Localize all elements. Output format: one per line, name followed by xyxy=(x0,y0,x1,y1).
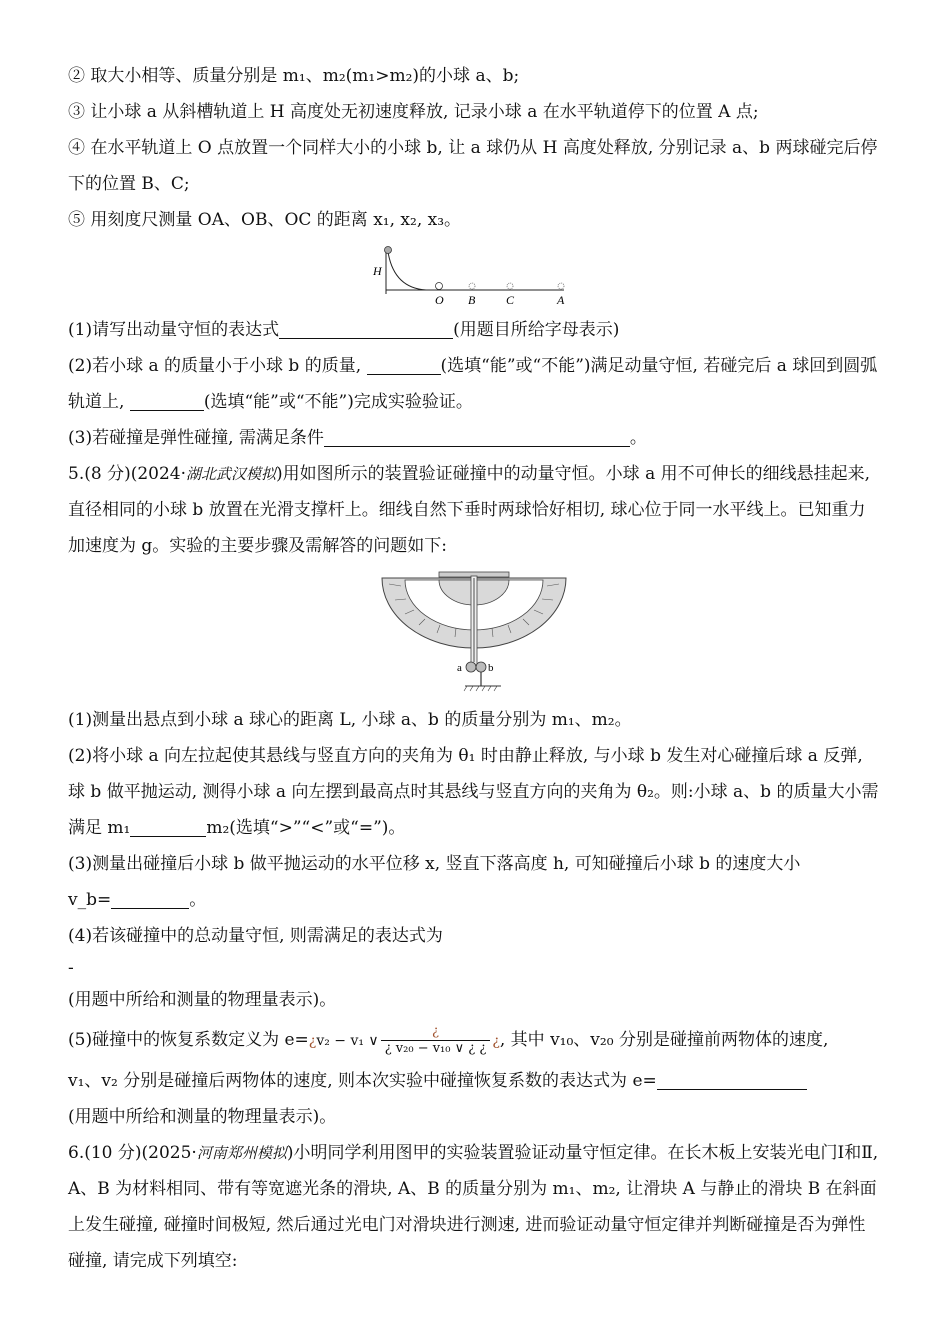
label-a: A xyxy=(557,293,565,307)
p5-q1: (1)测量出悬点到小球 a 球心的距离 L, 小球 a、b 的质量分别为 m₁、m₂。 xyxy=(68,710,632,730)
p5-q5-cont: v₁、v₂ 分别是碰撞后两物体的速度, 则本次实验中碰撞恢复系数的表达式为 e= xyxy=(68,1063,880,1099)
ball-a xyxy=(466,662,476,672)
ball-o xyxy=(436,283,443,290)
track-diagram xyxy=(364,242,584,310)
p5-q3: (3)测量出碰撞后小球 b 做平抛运动的水平位移 x, 竖直下落高度 h, 可知碰撞后小球 b 的速度大小 v_b= 。 xyxy=(68,854,801,910)
p5-q2: (2)将小球 a 向左拉起使其悬线与竖直方向的夹角为 θ₁ 时由静止释放, 与小球 b 发生对心碰撞后球 a 反弹, 球 b 做平抛运动, 测得小球 a 向左摆到最高点时其悬线与竖直方向的夹角为 θ₂。则:小球 a、b 的质量大小需满足 m₁ m₂(选填“>”“<”或“=”)。 xyxy=(68,746,879,838)
p5-q5: (5)碰撞中的恢复系数定义为 e=¿v₂ − v₁ ∨ $\frac{¿}{\text{¿ v₂₀ − v₁₀ ∨ ¿ ¿}}$ ¿, 其中 v₁₀、v₂₀ 分别是碰撞前两物体的速度, xyxy=(68,1024,829,1056)
step-3: ③ 让小球 a 从斜槽轨道上 H 高度处无初速度释放, 记录小球 a 在水平轨道停下的位置 A 点; xyxy=(68,102,759,122)
answer-blank-p5q3[interactable] xyxy=(111,888,189,909)
page-content xyxy=(68,58,880,1279)
label-o: O xyxy=(435,293,444,307)
label-b: B xyxy=(468,293,476,307)
figure-track xyxy=(68,242,880,310)
step-4: ④ 在水平轨道上 O 点放置一个同样大小的小球 b, 让 a 球仍从 H 高度处释放, 分别记录 a、b 两球碰完后停下的位置 B、C; xyxy=(68,138,878,194)
problem-5-intro: 5.(8 分)(2024·湖北武汉模拟)用如图所示的装置验证碰撞中的动量守恒。小球 a 用不可伸长的细线悬挂起来, 直径相同的小球 b 放置在光滑支撑杆上。细线自然下垂时两球恰好相切, 球心位于同一水平线上。已知重力加速度为 g。实验的主要步骤及需解答的问题如下: xyxy=(68,464,871,556)
p5-q5-tail: (用题中所给和测量的物理量表示)。 xyxy=(68,1107,337,1127)
figure-pendulum xyxy=(68,570,880,698)
restitution-fraction: $\frac{¿}{\text{¿ v₂₀ − v₁₀ ∨ ¿ ¿}}$ xyxy=(381,1024,491,1057)
answer-blank-p5q5[interactable] xyxy=(657,1069,807,1090)
ball-b xyxy=(476,662,486,672)
answer-blank-q2a[interactable] xyxy=(367,354,441,375)
p5-q4-tail: (用题中所给和测量的物理量表示)。 xyxy=(68,990,337,1010)
pendulum-diagram xyxy=(379,570,569,694)
answer-blank-q1[interactable] xyxy=(279,318,453,339)
mark-c xyxy=(507,283,513,289)
q4-part3: (3)若碰撞是弹性碰撞, 需满足条件 。 xyxy=(68,428,647,448)
label-c: C xyxy=(506,293,515,307)
answer-blank-q3[interactable] xyxy=(324,426,630,447)
p5-q4-answer-line[interactable]: - xyxy=(68,958,74,978)
label-ball-a: a xyxy=(457,662,462,674)
q4-part2: (2)若小球 a 的质量小于小球 b 的质量, (选填“能”或“不能”)满足动量守恒, 若碰完后 a 球回到圆弧轨道上, (选填“能”或“不能”)完成实验验证。 xyxy=(68,356,878,412)
label-h: H xyxy=(373,264,382,278)
p5-q4: (4)若该碰撞中的总动量守恒, 则需满足的表达式为 xyxy=(68,926,443,946)
label-ball-b: b xyxy=(488,662,494,674)
mark-a xyxy=(558,283,564,289)
problem-6-intro: 6.(10 分)(2025·河南郑州模拟)小明同学利用图甲的实验装置验证动量守恒定律。在长木板上安装光电门Ⅰ和Ⅱ, A、B 为材料相同、带有等宽遮光条的滑块, A、B 的质量分别为 m₁、m₂, 让滑块 A 与静止的滑块 B 在斜面上发生碰撞, 碰撞时间极短, 然后通过光电门对滑块进行测速, 进而验证动量守恒定律并判断碰撞是否为弹性碰撞, 请完成下列填空: xyxy=(68,1143,879,1271)
q4-part1: (1)请写出动量守恒的表达式 (用题目所给字母表示) xyxy=(68,320,620,340)
answer-blank-q2b[interactable] xyxy=(130,390,204,411)
answer-blank-p5q2[interactable] xyxy=(130,816,206,837)
ball-a-start xyxy=(385,247,392,254)
mark-b xyxy=(469,283,475,289)
step-2: ② 取大小相等、质量分别是 m₁、m₂(m₁>m₂)的小球 a、b; xyxy=(68,66,520,86)
step-5: ⑤ 用刻度尺测量 OA、OB、OC 的距离 x₁, x₂, x₃。 xyxy=(68,210,462,230)
